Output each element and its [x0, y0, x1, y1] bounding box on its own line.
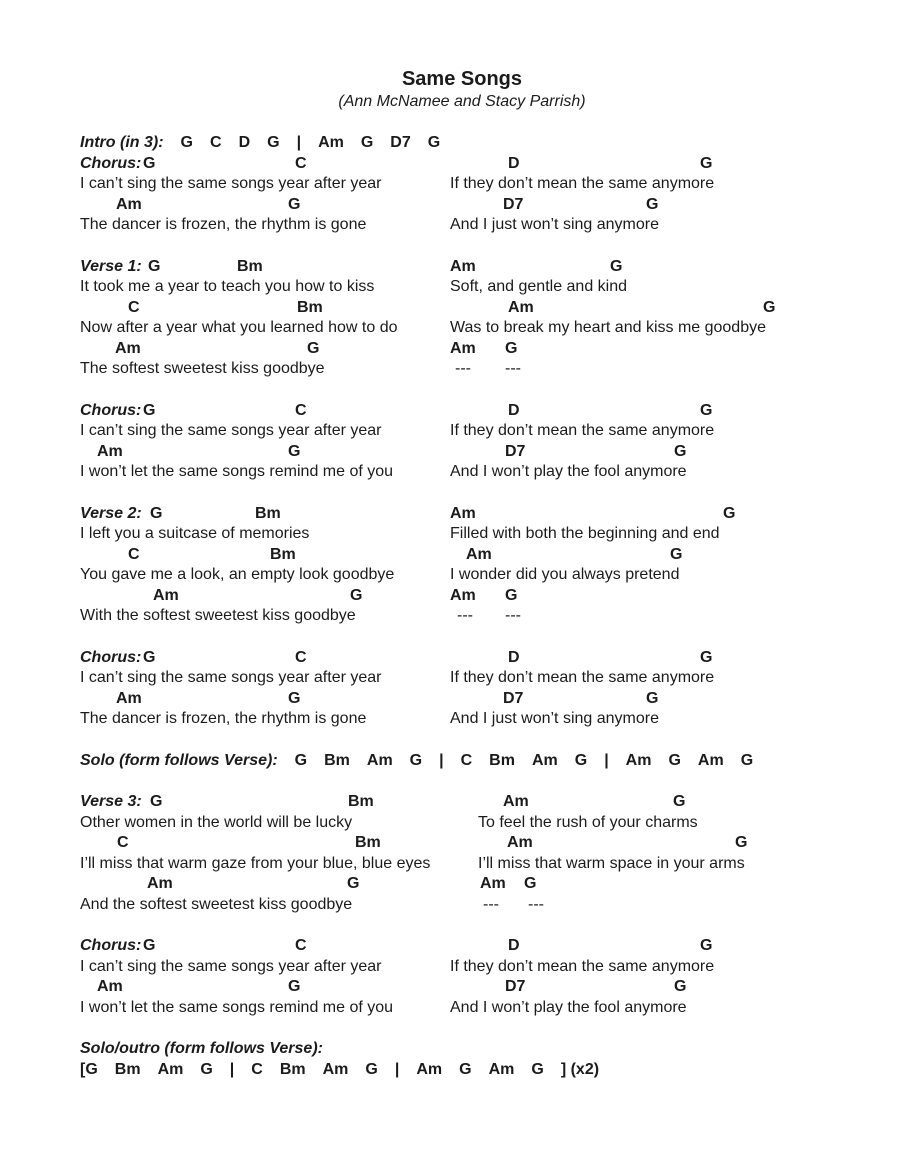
chord-symbol: |: [604, 751, 609, 769]
chord-symbol: G: [150, 793, 163, 810]
chord-symbol: G: [427, 134, 441, 151]
chord-symbol: G: [150, 504, 163, 522]
chord-symbol: C: [295, 937, 307, 954]
lyric-text: With the softest sweetest kiss goodbye: [80, 607, 356, 624]
chord-symbol: G: [347, 875, 360, 892]
lyric-text: I wonder did you always pretend: [450, 566, 680, 583]
chorus-1-row: [0, 215, 900, 236]
chord-symbol: Am: [480, 875, 506, 892]
chord-symbol: D7: [505, 978, 526, 995]
verse-1-row: [0, 257, 900, 278]
verse-2-row: [0, 606, 900, 627]
section-chorus-3: [0, 648, 900, 730]
chord-symbol: G: [365, 1060, 378, 1078]
lyric-text: I left you a suitcase of memories: [80, 525, 310, 542]
chord-symbol: G: [505, 586, 518, 604]
verse-2-row: [0, 504, 900, 525]
lyric-text: The softest sweetest kiss goodbye: [80, 360, 325, 377]
section-label: Chorus:: [80, 401, 142, 419]
chord-symbol: C: [295, 154, 307, 172]
lyric-text: I won’t let the same songs remind me of you: [80, 463, 394, 480]
lyric-text: ---: [505, 360, 521, 377]
chord-symbol: G: [646, 195, 659, 213]
chord-symbol: G: [673, 793, 686, 810]
section-label: Verse 2:: [80, 504, 142, 522]
chord-symbol: Am: [488, 1060, 515, 1078]
lyric-text: And I won’t play the fool anymore: [450, 463, 687, 480]
lyric-text: Filled with both the beginning and end: [450, 525, 720, 542]
chord-symbol: G: [763, 298, 776, 316]
verse-1-row: [0, 298, 900, 319]
verse-1-row: [0, 318, 900, 339]
chord-symbol: |: [229, 1060, 235, 1078]
chord-symbol: Am: [115, 339, 141, 357]
chord-symbol: Bm: [324, 751, 350, 769]
chord-symbol: G: [307, 339, 320, 357]
chord-symbol: Am: [450, 504, 476, 522]
chord-symbol: Am: [147, 875, 173, 892]
section-label: Solo/outro (form follows Verse):: [80, 1040, 323, 1057]
lyric-text: And I just won’t sing anymore: [450, 216, 659, 233]
chord-symbol: G: [646, 689, 659, 707]
chorus-1-row: [0, 154, 900, 175]
chord-symbol: Am: [450, 257, 476, 275]
chord-symbol: Am: [697, 751, 724, 769]
chord-symbol: Am: [450, 586, 476, 604]
chord-symbol: D: [238, 134, 251, 151]
chord-symbol: D: [508, 937, 520, 954]
chord-symbol: Bm: [255, 504, 281, 522]
chord-symbol: G: [288, 195, 301, 213]
lyric-text: I can’t sing the same songs year after year: [80, 957, 382, 975]
chord-symbol: D7: [505, 442, 526, 460]
chord-symbol: Am: [366, 751, 393, 769]
chord-symbol: Am: [97, 442, 123, 460]
section-label: Chorus:: [80, 648, 142, 666]
chord-symbol: Am: [157, 1060, 184, 1078]
chord-symbol: Am: [625, 751, 652, 769]
chord-symbol: G: [723, 504, 736, 522]
verse-3-row: [0, 895, 900, 916]
chord-symbol: D: [508, 154, 520, 172]
chord-symbol: Bm: [489, 751, 515, 769]
chord-symbol: C: [128, 545, 140, 563]
lyric-text: You gave me a look, an empty look goodbye: [80, 566, 395, 583]
solo-row: [0, 751, 900, 772]
section-label: Verse 3:: [80, 793, 142, 810]
chord-symbol: Am: [466, 545, 492, 563]
verse-3-row: [0, 854, 900, 875]
section-verse-1: [0, 257, 900, 380]
chord-symbol: D: [508, 401, 520, 419]
chord-symbol: D: [508, 648, 520, 666]
chord-symbol: Am: [116, 195, 142, 213]
chord-symbol: C: [117, 834, 129, 851]
chord-symbol: D7: [503, 195, 524, 213]
chorus-3-row: [0, 709, 900, 730]
chord-symbol: Am: [450, 339, 476, 357]
chord-symbol: Am: [503, 793, 529, 810]
chord-symbol: Am: [116, 689, 142, 707]
section-solo: [0, 751, 900, 772]
chord-symbol: D7: [390, 134, 411, 151]
chord-symbol: Bm: [114, 1060, 141, 1078]
verse-2-row: [0, 545, 900, 566]
chorus-1-row: [0, 195, 900, 216]
lyric-text: I won’t let the same songs remind me of you: [80, 998, 394, 1016]
chord-symbol: C: [128, 298, 140, 316]
lyric-text: Other women in the world will be lucky: [80, 813, 353, 831]
chord-symbol: Bm: [297, 298, 323, 316]
chord-symbol: G: [288, 978, 301, 995]
chord-symbol: G: [668, 751, 681, 769]
outro-row: [0, 1060, 900, 1081]
lyric-text: It took me a year to teach you how to kiss: [80, 278, 375, 295]
chorus-4-row: [0, 957, 900, 978]
chord-symbol: G: [459, 1060, 472, 1078]
chord-symbol: G: [574, 751, 588, 769]
lyric-text: If they don’t mean the same anymore: [450, 175, 715, 192]
chord-symbol: ] (x2): [560, 1060, 600, 1078]
chord-symbol: Am: [531, 751, 558, 769]
lyric-text: ---: [483, 895, 499, 913]
chord-symbol: |: [296, 134, 302, 151]
lyric-text: I’ll miss that warm gaze from your blue, blue eyes: [80, 854, 431, 872]
chord-symbol: Am: [318, 134, 344, 151]
section-label: Verse 1:: [80, 257, 142, 275]
verse-1-row: [0, 277, 900, 298]
verse-3-row: [0, 813, 900, 834]
verse-3-row: [0, 833, 900, 854]
chord-symbol: G: [409, 751, 423, 769]
lyric-text: ---: [457, 607, 473, 624]
chord-symbol: C: [210, 134, 222, 151]
lyric-text: And the softest sweetest kiss goodbye: [80, 895, 353, 913]
verse-2-row: [0, 586, 900, 607]
lyric-text: The dancer is frozen, the rhythm is gone: [80, 216, 367, 233]
chord-symbol: Am: [97, 978, 123, 995]
chord-symbol: |: [394, 1060, 400, 1078]
lyric-text: ---: [455, 360, 471, 377]
chord-symbol: Am: [322, 1060, 349, 1078]
chorus-2-row: [0, 401, 900, 422]
lyric-text: Soft, and gentle and kind: [450, 278, 628, 295]
chorus-2-row: [0, 442, 900, 463]
verse-2-row: [0, 524, 900, 545]
chorus-2-row: [0, 421, 900, 442]
chord-symbol: G: [143, 154, 156, 172]
chorus-1-row: [0, 174, 900, 195]
chord-symbol: [G: [80, 1060, 98, 1078]
lyric-text: To feel the rush of your charms: [478, 813, 698, 831]
chord-symbol: G: [288, 689, 301, 707]
lyric-text: ---: [528, 895, 544, 913]
intro-row: [0, 133, 900, 154]
chord-symbol: G: [143, 648, 156, 666]
section-verse-2: [0, 504, 900, 627]
chord-symbol: C: [295, 648, 307, 666]
section-verse-3: [0, 792, 900, 915]
lyric-text: Now after a year what you learned how to do: [80, 319, 398, 336]
chord-symbol: G: [200, 1060, 213, 1078]
chord-symbol: Bm: [355, 834, 381, 851]
chorus-2-row: [0, 462, 900, 483]
section-label: Chorus:: [80, 154, 142, 172]
chord-symbol: G: [288, 442, 301, 460]
section-chorus-2: [0, 401, 900, 483]
song-authors: (Ann McNamee and Stacy Parrish): [338, 93, 586, 110]
chord-symbol: Am: [507, 834, 533, 851]
lyric-text: I can’t sing the same songs year after year: [80, 422, 382, 439]
chord-symbol: G: [735, 834, 748, 851]
chorus-3-row: [0, 668, 900, 689]
chorus-4-row: [0, 936, 900, 957]
chord-symbol: G: [700, 154, 713, 172]
section-outro: [0, 1039, 900, 1080]
lyric-text: If they don’t mean the same anymore: [450, 422, 715, 439]
chord-symbol: G: [700, 937, 713, 954]
chord-symbol: |: [439, 751, 444, 769]
chord-symbol: Am: [508, 298, 534, 316]
chord-symbol: G: [180, 134, 193, 151]
chord-symbol: G: [740, 751, 754, 769]
verse-1-row: [0, 339, 900, 360]
chord-symbol: G: [531, 1060, 544, 1078]
chord-symbol: Am: [416, 1060, 443, 1078]
chord-symbol: G: [360, 134, 374, 151]
section-intro: [0, 133, 900, 154]
song-title: Same Songs: [401, 68, 523, 90]
chord-symbol: G: [700, 401, 713, 419]
lyric-text: I’ll miss that warm space in your arms: [478, 854, 745, 872]
chord-symbol: C: [295, 401, 307, 419]
chord-symbol: G: [148, 257, 161, 275]
chord-symbol: G: [700, 648, 713, 666]
chord-symbol: Bm: [237, 257, 263, 275]
chord-symbol: C: [251, 1060, 263, 1078]
chord-symbol: G: [143, 401, 156, 419]
lyric-text: I can’t sing the same songs year after year: [80, 175, 382, 192]
chord-symbol: G: [267, 134, 280, 151]
verse-3-row: [0, 874, 900, 895]
section-chorus-1: [0, 154, 900, 236]
lyric-text: Was to break my heart and kiss me goodbye: [450, 319, 766, 336]
lyric-text: The dancer is frozen, the rhythm is gone: [80, 710, 367, 727]
chord-symbol: G: [610, 257, 623, 275]
chord-symbol: Bm: [279, 1060, 306, 1078]
chord-symbol: G: [674, 442, 687, 460]
lyric-text: And I just won’t sing anymore: [450, 710, 659, 727]
outro-row: [0, 1039, 900, 1060]
lyric-text: If they don’t mean the same anymore: [450, 669, 715, 686]
chord-symbol: G: [294, 751, 308, 769]
chord-symbol: G: [524, 875, 537, 892]
chord-symbol: C: [460, 751, 473, 769]
chord-symbol: D7: [503, 689, 524, 707]
verse-3-row: [0, 792, 900, 813]
chord-symbol: G: [350, 586, 363, 604]
chorus-3-row: [0, 648, 900, 669]
lyric-text: If they don’t mean the same anymore: [450, 957, 715, 975]
verse-1-row: [0, 359, 900, 380]
lyric-text: And I won’t play the fool anymore: [450, 998, 687, 1016]
chorus-4-row: [0, 998, 900, 1019]
lyric-text: ---: [505, 607, 521, 624]
chorus-4-row: [0, 977, 900, 998]
section-label: Solo (form follows Verse):: [80, 751, 278, 769]
chord-symbol: G: [143, 937, 156, 954]
section-label: Intro (in 3):: [80, 134, 164, 151]
chord-symbol: Bm: [270, 545, 296, 563]
chord-symbol: G: [505, 339, 518, 357]
section-label: Chorus:: [80, 937, 142, 954]
chord-symbol: Bm: [348, 793, 374, 810]
verse-2-row: [0, 565, 900, 586]
lyric-text: I can’t sing the same songs year after year: [80, 669, 382, 686]
section-chorus-4: [0, 936, 900, 1018]
song-header: [24, 0, 900, 111]
chord-symbol: Am: [153, 586, 179, 604]
chord-symbol: G: [674, 978, 687, 995]
sheet-body: [0, 133, 900, 1080]
chord-symbol: G: [670, 545, 683, 563]
chorus-3-row: [0, 689, 900, 710]
